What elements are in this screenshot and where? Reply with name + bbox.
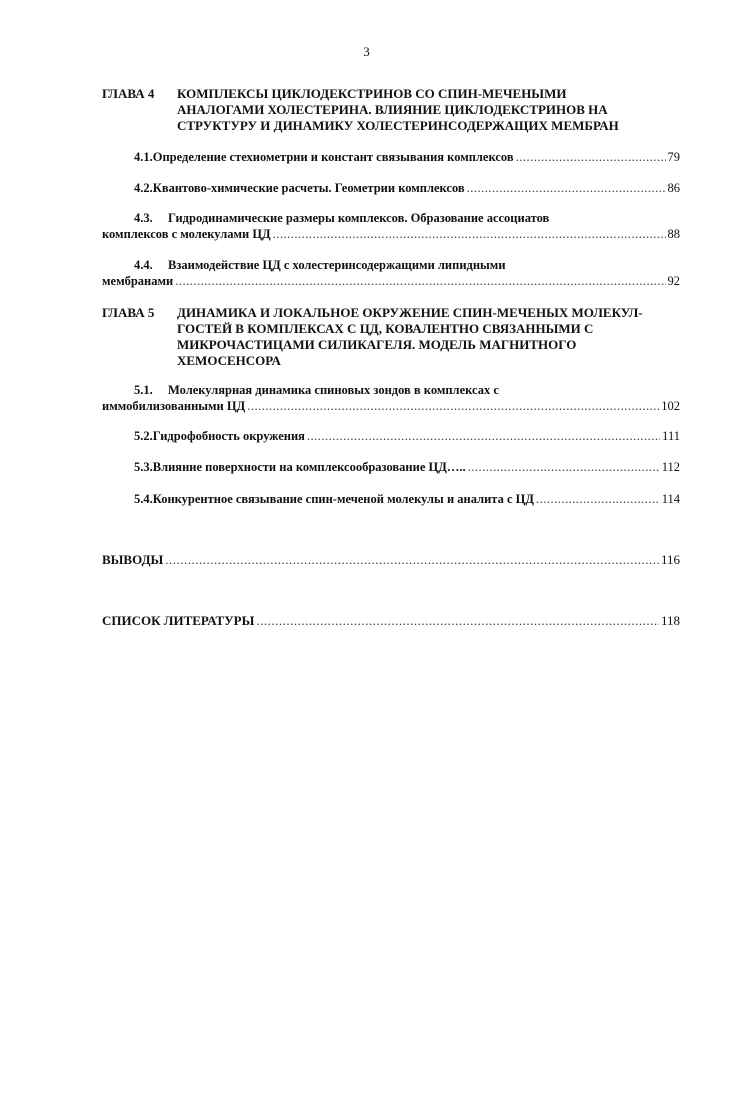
chapter-4-title-line: КОМПЛЕКСЫ ЦИКЛОДЕКСТРИНОВ СО СПИН-МЕЧЕНЫМИ — [177, 86, 567, 101]
section-title: Определение стехиометрии и констант связывания комплексов — [152, 150, 514, 164]
chapter-5-title-line: ХЕМОСЕНСОРА — [177, 353, 281, 368]
dot-leader — [256, 613, 659, 629]
section-number: 4.2. — [134, 181, 153, 195]
section-number: 5.1. — [134, 383, 153, 397]
toc-entry-4-4[interactable] — [102, 257, 680, 289]
section-number: 4.4. — [134, 258, 153, 272]
chapter-5-heading — [102, 305, 682, 369]
toc-entry-references[interactable] — [102, 613, 680, 629]
page-ref: 79 — [667, 150, 680, 164]
section-number: 5.2. — [134, 429, 153, 443]
section-title: Взаимодействие ЦД с холестеринсодержащими липидными — [168, 258, 506, 272]
dot-leader — [175, 273, 665, 289]
chapter-4-title — [177, 86, 682, 134]
dot-leader — [273, 226, 666, 242]
toc-entry-5-3[interactable] — [134, 459, 680, 475]
page-ref: 111 — [662, 429, 680, 443]
page-ref: 112 — [661, 460, 680, 474]
toc-entry-4-2[interactable] — [134, 180, 680, 196]
toc-entry-conclusions[interactable] — [102, 552, 680, 568]
chapter-5-title-line: МИКРОЧАСТИЦАМИ СИЛИКАГЕЛЯ. МОДЕЛЬ МАГНИТНОГО — [177, 337, 577, 352]
page-number: 3 — [363, 44, 370, 59]
page-ref: 116 — [660, 552, 680, 567]
toc-entry-4-3[interactable] — [102, 210, 680, 242]
section-title-continued: мембранами — [102, 274, 174, 288]
page-ref: 102 — [661, 399, 680, 413]
toc-entry-5-1[interactable] — [102, 382, 680, 414]
section-number: 5.3. — [134, 460, 153, 474]
dot-leader — [165, 552, 659, 568]
dot-leader — [516, 149, 666, 165]
section-title-continued: комплексов с молекулами ЦД — [102, 227, 271, 241]
page-ref: 86 — [667, 181, 680, 195]
page-ref: 88 — [667, 227, 680, 241]
chapter-5-label: ГЛАВА 5 — [102, 305, 155, 320]
dot-leader — [536, 491, 660, 507]
toc-entry-4-1[interactable] — [134, 149, 680, 165]
chapter-4-label: ГЛАВА 4 — [102, 86, 155, 101]
toc-entry-5-2[interactable] — [134, 428, 680, 444]
dot-leader — [307, 428, 660, 444]
chapter-5-title-line: ГОСТЕЙ В КОМПЛЕКСАХ С ЦД, КОВАЛЕНТНО СВЯЗАННЫМИ С — [177, 321, 594, 336]
section-number: 5.4. — [134, 492, 153, 506]
section-title: Молекулярная динамика спиновых зондов в комплексах с — [168, 383, 499, 397]
chapter-4-heading — [102, 86, 682, 134]
section-title: Квантово-химические расчеты. Геометрии комплексов — [152, 181, 465, 195]
section-number: 4.3. — [134, 211, 153, 225]
chapter-4-title-line: АНАЛОГАМИ ХОЛЕСТЕРИНА. ВЛИЯНИЕ ЦИКЛОДЕКСТРИНОВ НА — [177, 102, 608, 117]
dot-leader — [468, 459, 660, 475]
conclusions-title: ВЫВОДЫ — [102, 552, 164, 567]
section-title: Гидродинамические размеры комплексов. Образование ассоциатов — [168, 211, 550, 225]
chapter-4-title-line: СТРУКТУРУ И ДИНАМИКУ ХОЛЕСТЕРИНСОДЕРЖАЩИХ МЕМБРАН — [177, 118, 619, 133]
section-title: Гидрофобность окружения — [152, 429, 305, 443]
chapter-5-title-line: ДИНАМИКА И ЛОКАЛЬНОЕ ОКРУЖЕНИЕ СПИН-МЕЧЕНЫХ МОЛЕКУЛ- — [177, 305, 643, 320]
page-ref: 114 — [661, 492, 680, 506]
dot-leader — [467, 180, 666, 196]
section-title: Конкурентное связывание спин-меченой молекулы и аналита с ЦД — [152, 492, 534, 506]
section-title: Влияние поверхности на комплексообразование ЦД….. — [152, 460, 466, 474]
references-title: СПИСОК ЛИТЕРАТУРЫ — [102, 613, 255, 628]
chapter-5-title — [177, 305, 682, 369]
toc-entry-5-4[interactable] — [134, 491, 680, 507]
page-ref: 118 — [660, 613, 680, 628]
page-ref: 92 — [667, 274, 680, 288]
section-title-continued: иммобилизованными ЦД — [102, 399, 246, 413]
section-number: 4.1. — [134, 150, 153, 164]
dot-leader — [247, 398, 659, 414]
